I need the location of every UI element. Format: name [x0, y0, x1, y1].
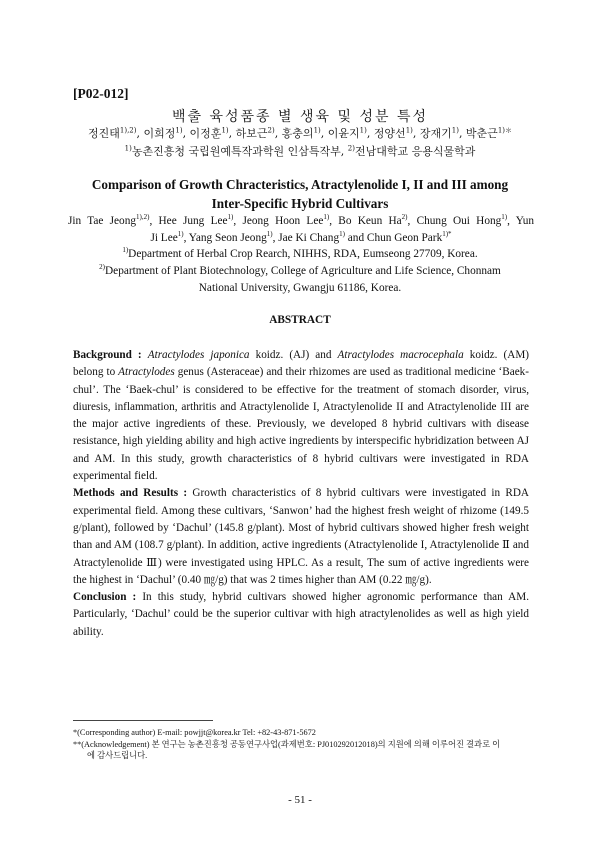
- background-text: Atractylodes japonica koidz. (AJ) and Atractylodes macrocephala koidz. (AM) belong to Atractylodes genus (Asteraceae) and their rhizomes are used as traditional medicine ‘Baek-chul’. The ‘Baek-chul’ is considered to be effective for the treatment of stomach disorder, virus, diuresis, inflammation, arthritis and Atractylenolide I, Atractylenolide II and Atractylenolide III are the major active ingredients of these. Previously, we developed 8 hybrid cultivars with disease resistance, high yielding ability and high active ingredients by interspecific hybridization between AJ and AM. In this study, growth characteristics of 8 hybrid cultivars were investigated in RDA experimental field.: [73, 349, 529, 483]
- english-affiliation-2-line-1: $^{2)}$Department of Plant Biotechnology, College of Agriculture and Life Science, Chonnam: [99, 263, 501, 277]
- english-title-line-1: Comparison of Growth Chracteristics, Atractylenolide I, II and III among: [91, 177, 509, 192]
- conclusion-text: In this study, hybrid cultivars showed higher agronomic performance than AM. Particularly, ‘Dachul’ could be the superior cultivar with high atractylenolides as well as high yield ability.: [73, 591, 529, 638]
- methods-paragraph: [73, 485, 529, 589]
- methods-label: Methods and Results :: [73, 487, 188, 500]
- abstract-heading: ABSTRACT: [269, 314, 331, 326]
- background-label: Background :: [73, 349, 142, 361]
- conclusion-label: Conclusion :: [73, 591, 137, 604]
- footnote-ack-line-2: 에 감사드립니다.: [87, 751, 148, 760]
- footnote-ack-line-1: **(Acknowledgement) 본 연구는 농촌진흥청 공동연구사업(과제번호: PJ010292012018)의 지원에 의해 이루어진 결과로 이: [73, 739, 501, 749]
- korean-title: 백출 육성품종 별 생육 및 성분 특성: [171, 109, 429, 125]
- english-authors: [68, 213, 534, 247]
- english-title: [60, 175, 540, 213]
- korean-affiliations: $^{1)}$농촌진흥청 국립원예특작과학원 인삼특작부, $^{2)}$전남대학교 응용식물학과: [124, 144, 476, 158]
- english-affiliation-1: $^{1)}$Department of Herbal Crop Rearch, NIHHS, RDA, Eumseong 27709, Korea.: [122, 246, 478, 260]
- page-number: - 51 -: [288, 794, 312, 806]
- background-paragraph: [73, 347, 529, 485]
- english-authors-line-1: Jin Tae Jeong$^{1),2)}$, Hee Jung Lee$^{1)}$, Jeong Hoon Lee$^{1)}$, Bo Keun Ha$^{2)}$, Chung Oui Hong$^{1)}$, Yun: [68, 213, 535, 227]
- footnote-divider: [73, 720, 213, 721]
- english-affiliation-2-line-2: National University, Gwangju 61186, Korea.: [198, 282, 402, 294]
- footnote-acknowledgement: [73, 739, 533, 762]
- footnote-corresponding: *(Corresponding author) E-mail: powjjt@korea.kr Tel: +82-43-871-5672: [73, 728, 316, 737]
- korean-authors: 정진태$^{1),2)}$, 이희정$^{1)}$, 이정훈$^{1)}$, 하보근$^{2)}$, 홍충의$^{1)}$, 이윤지$^{1)}$, 정양선$^{1)}$, 장재기$^{1)}$, 박춘근$^{1)*}$: [88, 126, 512, 140]
- conclusion-paragraph: [73, 589, 529, 641]
- english-affiliations: [60, 246, 540, 297]
- footnotes: [73, 727, 533, 762]
- english-title-line-2: Inter-Specific Hybrid Cultivars: [211, 196, 389, 211]
- abstract-body: [73, 347, 529, 641]
- english-authors-line-2: Ji Lee$^{1)}$, Yang Seon Jeong$^{1)}$, Jae Ki Chang$^{1)}$ and Chun Geon Park$^{1)*}$: [150, 230, 452, 244]
- poster-code: [P02-012]: [73, 86, 129, 101]
- methods-text: Growth characteristics of 8 hybrid cultivars were investigated in RDA experimental field. Among these cultivars, ‘Sanwon’ had the highest fresh weight of rhizome (149.5 g/plant), followed by ‘Dachul’ (145.8 g/plant). Most of hybrid cultivars showed higher fresh weight than and AM (108.7 g/plant). In addition, active ingredients (Atractylenolide I, Atractylenolide Ⅱ and Atractylenolide Ⅲ) were investigated using HPLC. As a result, The sum of active ingredients were the highest in ‘Dachul’ (0.40 ㎎/g) that was 2 times higher than AM (0.22 ㎎/g).: [73, 487, 529, 586]
